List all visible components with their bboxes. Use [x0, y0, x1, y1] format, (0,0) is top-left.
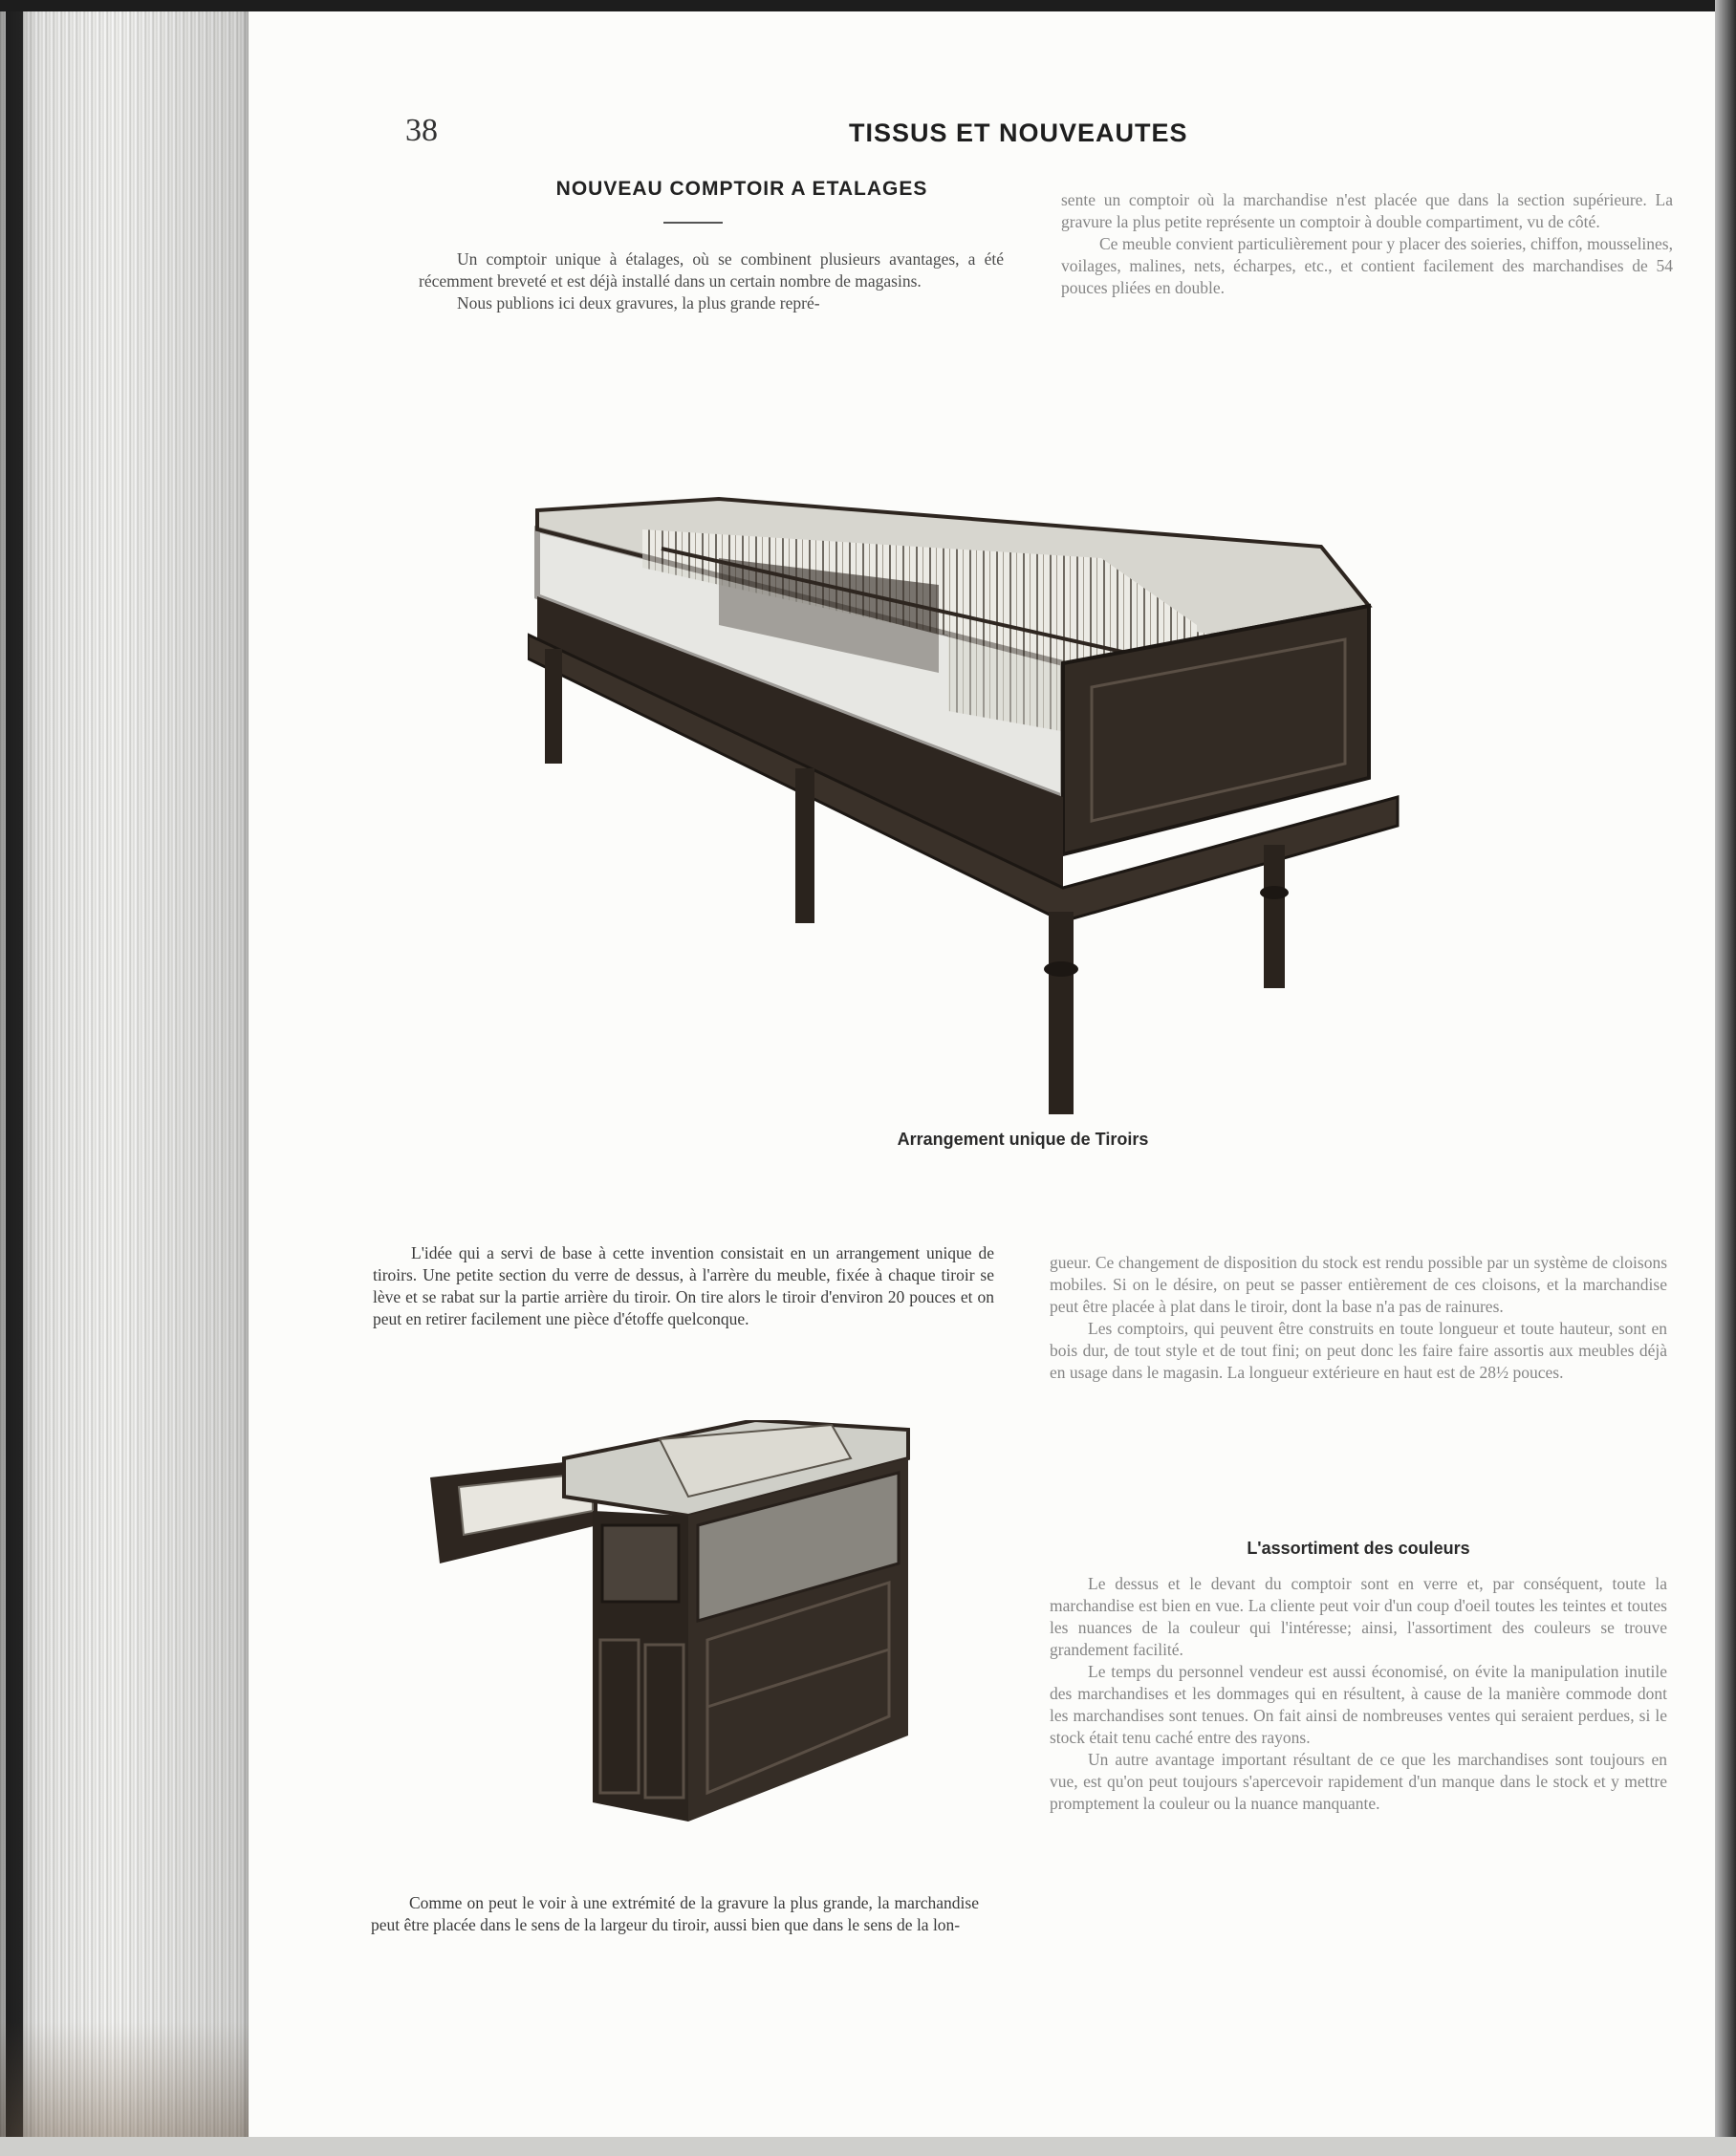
glass-panel	[602, 1525, 679, 1602]
paragraph: Le temps du personnel vendeur est aussi économisé, on évite la manipulation inutile des marchandises et les dommages qui en résultent, à cause de la manière commode dont les marchandises sont tenues. On fait ainsi de nombreuses ventes qui seraient perdues, si le stock était tenu caché entre des rayons.	[1050, 1662, 1667, 1747]
leg	[1264, 845, 1285, 988]
figure-caption: Arrangement unique de Tiroirs	[897, 1130, 1149, 1149]
paragraph: Un comptoir unique à étalages, où se combinent plusieurs avantages, a été récemment breveté et est déjà installé dans un certain nombre de magasins.	[419, 249, 1004, 291]
scanner-frame-bottom	[0, 2137, 1736, 2156]
figure-small-counter	[430, 1420, 918, 1822]
leg-turning	[1260, 886, 1289, 899]
paragraph: L'idée qui a servi de base à cette invention consistait en un arrangement unique de tiroirs. Une petite section du verre de dessus, à l'arrère du meuble, fixée à chaque tiroir se lève et se rabat sur la partie arrière du tiroir. On tire alors le tiroir d'environ 20 pouces et on peut en retirer facilement une pièce d'étoffe quelconque.	[373, 1243, 994, 1328]
body-column-left-bottom	[371, 1892, 979, 1936]
body-column-left	[373, 1242, 994, 1330]
page-number: 38	[405, 113, 438, 148]
paragraph: Les comptoirs, qui peuvent être construits en toute longueur et toute hauteur, sont en bois dur, de tout style et de tout fini; on peut donc les faire faire assortis aux meubles déjà en usage dans le magasin. La longueur extérieure en haut est de 28½ pouces.	[1050, 1319, 1667, 1382]
paragraph: Le dessus et le devant du comptoir sont en verre et, par conséquent, toute la marchandise est bien en vue. La cliente peut voir d'un coup d'oeil toutes les teintes et toutes les nuances de la couleur qui l'intéresse; ainsi, l'assortiment des couleurs se trouve grandement facilité.	[1050, 1574, 1667, 1659]
scanner-frame-right	[1715, 0, 1736, 2156]
paragraph: Un autre avantage important résultant de ce que les marchandises sont toujours en vue, est qu'on peut toujours s'apercevoir rapidement d'un manque dans le stock et y mettre promptement la couleur ou la nuance manquante.	[1050, 1750, 1667, 1813]
paragraph: Comme on peut le voir à une extrémité de la gravure la plus grande, la marchandise peut être placée dans le sens de la largeur du tiroir, aussi bien que dans le sens de la lon-	[371, 1893, 979, 1934]
book-page-edges	[0, 0, 249, 2156]
intro-column-right	[1061, 189, 1673, 299]
section-heading: L'assortiment des couleurs	[1247, 1539, 1470, 1558]
leg-turning	[1044, 961, 1078, 977]
page-edge-stain	[0, 2022, 249, 2137]
leg	[795, 768, 814, 923]
colors-column	[1050, 1573, 1667, 1815]
paragraph: Nous publions ici deux gravures, la plus grande repré-	[457, 293, 820, 313]
paragraph: Ce meuble convient particulièrement pour y placer des soieries, chiffon, mousselines, voilages, malines, nets, écharpes, etc., et contient facilement des marchandises de 54 pouces pliées en double.	[1061, 234, 1673, 297]
body-column-right	[1050, 1252, 1667, 1384]
running-title: TISSUS ET NOUVEAUTES	[849, 119, 1188, 147]
intro-column-left	[419, 248, 1004, 314]
binding-shadow	[6, 0, 23, 2156]
figure-large-counter	[528, 491, 1530, 1124]
article-title: NOUVEAU COMPTOIR A ETALAGES	[555, 178, 928, 200]
leg	[545, 649, 562, 764]
paragraph: gueur. Ce changement de disposition du stock est rendu possible par un système de cloisons mobiles. Si on le désire, on peut se passer entièrement de ces cloisons, et la marchandise peut être placée à plat dans le tiroir, dont la base n'a pas de rainures.	[1050, 1253, 1667, 1316]
scanner-frame-top	[0, 0, 1736, 11]
leg	[1049, 912, 1074, 1114]
title-rule	[663, 222, 723, 224]
paragraph: sente un comptoir où la marchandise n'est placée que dans la section supérieure. La gravure la plus petite représente un comptoir à double compartiment, vu de côté.	[1061, 190, 1673, 231]
